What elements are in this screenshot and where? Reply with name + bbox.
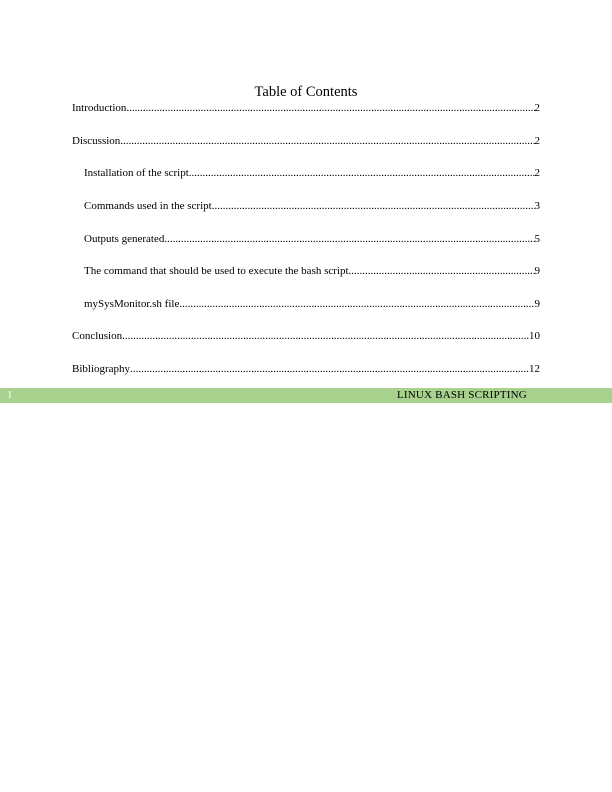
toc-entry-label: Conclusion — [72, 330, 123, 342]
toc-entry-commands[interactable] — [84, 198, 540, 214]
toc-entry-label: mySysMonitor.sh file — [84, 298, 180, 310]
toc-entry-label: Discussion — [72, 135, 121, 147]
toc-dot-leader — [349, 263, 535, 279]
toc-entry-conclusion[interactable] — [72, 328, 540, 344]
toc-dot-leader — [126, 100, 534, 116]
toc-entry-page: 2 — [534, 135, 540, 147]
toc-entry-bibliography[interactable] — [72, 361, 540, 377]
page-number: 1 — [7, 389, 13, 401]
toc-dot-leader — [130, 361, 529, 377]
toc-dot-leader — [122, 328, 529, 344]
toc-entry-page: 9 — [534, 265, 540, 277]
toc-entry-label: The command that should be used to execute the bash script — [84, 265, 349, 277]
toc-entry-page: 3 — [534, 200, 540, 212]
toc-entry-page: 2 — [534, 102, 540, 114]
toc-entry-page: 2 — [534, 167, 540, 179]
running-head: LINUX BASH SCRIPTING — [397, 389, 527, 401]
toc-title: Table of Contents — [254, 84, 358, 100]
toc-entry-page: 9 — [534, 298, 540, 310]
toc-entry-outputs[interactable] — [84, 231, 540, 247]
page-header-band — [0, 388, 612, 403]
toc-entry-label: Introduction — [72, 102, 127, 114]
toc-dot-leader — [189, 165, 535, 181]
toc-dot-leader — [120, 133, 534, 149]
toc-entry-installation[interactable] — [84, 165, 540, 181]
toc-entry-introduction[interactable] — [72, 100, 540, 116]
toc-entry-label: Installation of the script — [84, 167, 189, 179]
toc-entry-page: 5 — [534, 233, 540, 245]
toc-dot-leader — [212, 198, 535, 214]
toc-entry-label: Commands used in the script — [84, 200, 212, 212]
toc-entry-label: Outputs generated — [84, 233, 165, 245]
toc-entry-page: 10 — [529, 330, 540, 342]
toc-entry-label: Bibliography — [72, 363, 131, 375]
toc-entry-page: 12 — [529, 363, 540, 375]
toc-entry-mysysmonitor[interactable] — [84, 296, 540, 312]
toc-entry-execute-command[interactable] — [84, 263, 540, 279]
toc-dot-leader — [179, 296, 534, 312]
toc-dot-leader — [164, 231, 534, 247]
toc-entry-discussion[interactable] — [72, 133, 540, 149]
